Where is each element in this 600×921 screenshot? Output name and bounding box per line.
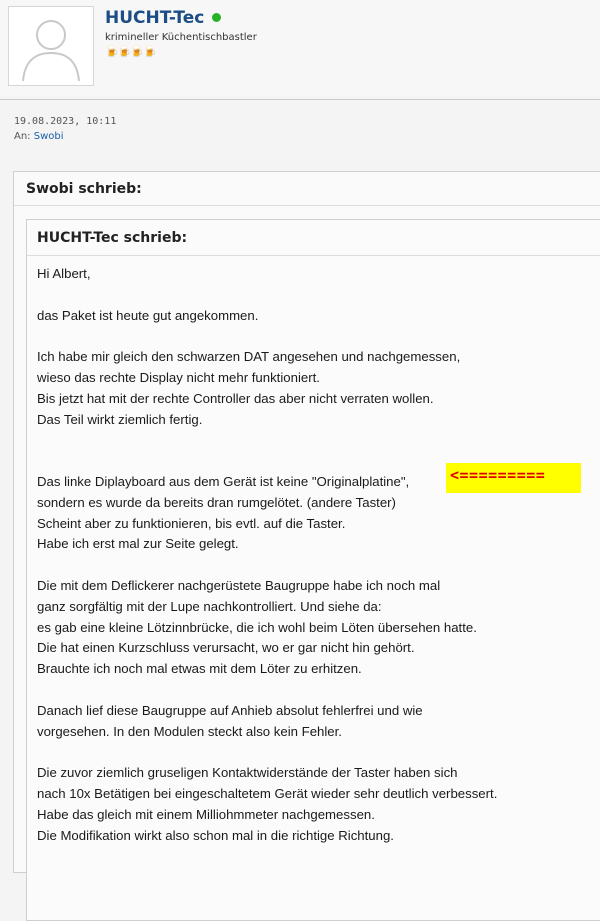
- post-recipient-line: [14, 131, 64, 142]
- message-line: sondern es wurde da bereits dran rumgelötet. (andere Taster): [37, 494, 396, 510]
- author-name[interactable]: HUCHT-Tec: [105, 8, 205, 28]
- message-line: vorgesehen. In den Modulen steckt also kein Fehler.: [37, 723, 342, 739]
- recipient-label: An:: [14, 131, 31, 142]
- message-line: Scheint aber zu funktionieren, bis evtl. auf die Taster.: [37, 515, 346, 531]
- quote-separator: [14, 205, 600, 206]
- message-line: es gab eine kleine Lötzinnbrücke, die ich wohl beim Löten übersehen hatte.: [37, 619, 477, 635]
- message-line: Die mit dem Deflickerer nachgerüstete Baugruppe habe ich noch mal: [37, 577, 441, 593]
- blank-line: [37, 555, 577, 576]
- message-line: Bis jetzt hat mit der rechte Controller das aber nicht verraten wollen.: [37, 390, 434, 406]
- message-line: Danach lief diese Baugruppe auf Anhieb absolut fehlerfrei und wie: [37, 702, 423, 718]
- message-line: Die Modifikation wirkt also schon mal in die richtige Richtung.: [37, 827, 394, 843]
- message-line: Habe ich erst mal zur Seite gelegt.: [37, 536, 239, 552]
- blank-line: [37, 430, 577, 451]
- user-title: krimineller Küchentischbastler: [105, 32, 257, 43]
- rank-beer-icons: 🍺🍺🍺🍺: [105, 45, 156, 58]
- quote-header: Swobi schrieb:: [26, 181, 142, 197]
- quote-message-body: [37, 264, 577, 846]
- online-status-icon: [212, 13, 221, 22]
- blank-line: [37, 742, 577, 763]
- avatar[interactable]: [8, 6, 94, 86]
- message-line: Brauchte ich noch mal etwas mit dem Löter zu erhitzen.: [37, 661, 362, 677]
- message-line: Die hat einen Kurzschluss verursacht, wo er gar nicht hin gehört.: [37, 640, 415, 656]
- blank-line: [37, 326, 577, 347]
- message-line: Hi Albert,: [37, 266, 91, 281]
- message-line: das Paket ist heute gut angekommen.: [37, 307, 259, 323]
- message-line: Ich habe mir gleich den schwarzen DAT angesehen und nachgemessen,: [37, 349, 461, 365]
- quote-header: HUCHT-Tec schrieb:: [37, 230, 188, 246]
- arrow-annotation: <=========: [450, 466, 546, 484]
- blank-line: [37, 680, 577, 701]
- message-line: wieso das rechte Display nicht mehr funktioniert.: [37, 369, 320, 385]
- message-line: nach 10x Betätigen bei eingeschaltetem Gerät wieder sehr deutlich verbessert.: [37, 785, 498, 801]
- recipient-link[interactable]: Swobi: [33, 131, 64, 142]
- message-line: ganz sorgfältig mit der Lupe nachkontrolliert. Und siehe da:: [37, 598, 382, 614]
- post-date: 19.08.2023, 10:11: [14, 116, 117, 127]
- header-divider: [0, 99, 600, 100]
- blank-line: [37, 285, 577, 306]
- default-avatar-icon: [9, 7, 93, 85]
- message-line: Das linke Diplayboard aus dem Gerät ist keine "Originalplatine",: [37, 473, 410, 489]
- highlighted-arrow: [446, 463, 581, 493]
- message-line: Die zuvor ziemlich gruseligen Kontaktwiderstände der Taster haben sich: [37, 765, 458, 781]
- message-line: Habe das gleich mit einem Milliohmmeter nachgemessen.: [37, 806, 375, 822]
- quote-hucht-tec: [26, 219, 600, 921]
- message-line: Das Teil wirkt ziemlich fertig.: [37, 411, 203, 427]
- quote-swobi: [13, 171, 600, 873]
- quote-separator: [27, 255, 600, 256]
- post-header: [0, 0, 600, 96]
